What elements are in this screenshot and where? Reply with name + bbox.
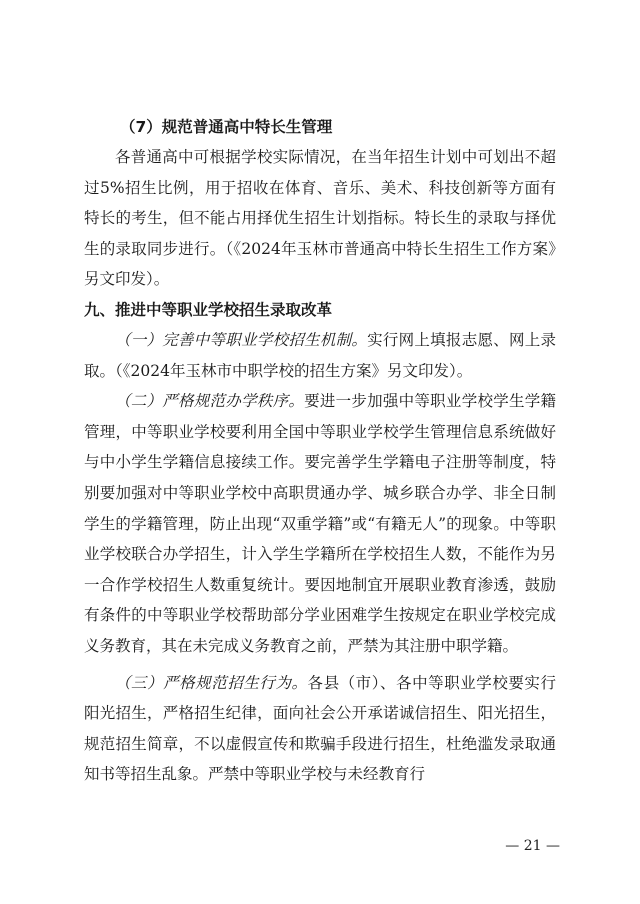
section-9-heading: 九、推进中等职业学校招生录取改革 [84, 300, 333, 319]
section-9-item-2-lead: （二）严格规范办学秩序。 [115, 392, 305, 411]
section-9-item-3 [84, 668, 556, 790]
page-number: — 21 — [505, 838, 560, 854]
section-9-item-2 [84, 386, 556, 661]
section-9-item-3-lead: （三）严格规范招生行为。 [115, 673, 308, 692]
section-7-paragraph: 各普通高中可根据学校实际情况，在当年招生计划中可划出不超过5%招生比例，用于招收在体育、音乐、美术、科技创新等方面有特长的考生，但不能占用择优生招生计划指标。特长生的录取与择优生的录取同步进行。（《2024年玉林市普通高中特长生招生工作方案》另文印发）。 [84, 148, 556, 289]
section-9-item-1 [84, 325, 556, 386]
section-9-item-2-body: 要进一步加强中等职业学校学生学籍管理，中等职业学校要利用全国中等职业学校学生管理信息系统做好与中小学生学籍信息接续工作。要完善学生学籍电子注册等制度，特别要加强对中等职业学校中高职贯通办学、城乡联合办学、非全日制学生的学籍管理，防止出现“双重学籍”或“有籍无人”的现象。中等职业学校联合办学招生，计入学生学籍所在学校招生人数，不能作为另一合作学校招生人数重复统计。要因地制宜开展职业教育渗透，鼓励有条件的中等职业学校帮助部分学业困难学生按规定在职业学校完成义务教育，其在未完成义务教育之前，严禁为其注册中职学籍。 [84, 392, 556, 655]
section-9-item-3-body: 各县（市）、各中等职业学校要实行阳光招生，严格招生纪律，面向社会公开承诺诚信招生、阳光招生，规范招生简章，不以虚假宣传和欺骗手段进行招生，杜绝滥发录取通知书等招生乱象。严禁中等职业学校与未经教育行 [84, 673, 556, 784]
section-9-item-1-body: 实行网上填报志愿、网上录取。（《2024年玉林市中职学校的招生方案》另文印发）。 [84, 330, 556, 380]
document-page [84, 112, 556, 790]
section-7-heading: （7）规范普通高中特长生管理 [120, 118, 333, 136]
section-9-item-1-lead: （一）完善中等职业学校招生机制。 [115, 330, 368, 349]
